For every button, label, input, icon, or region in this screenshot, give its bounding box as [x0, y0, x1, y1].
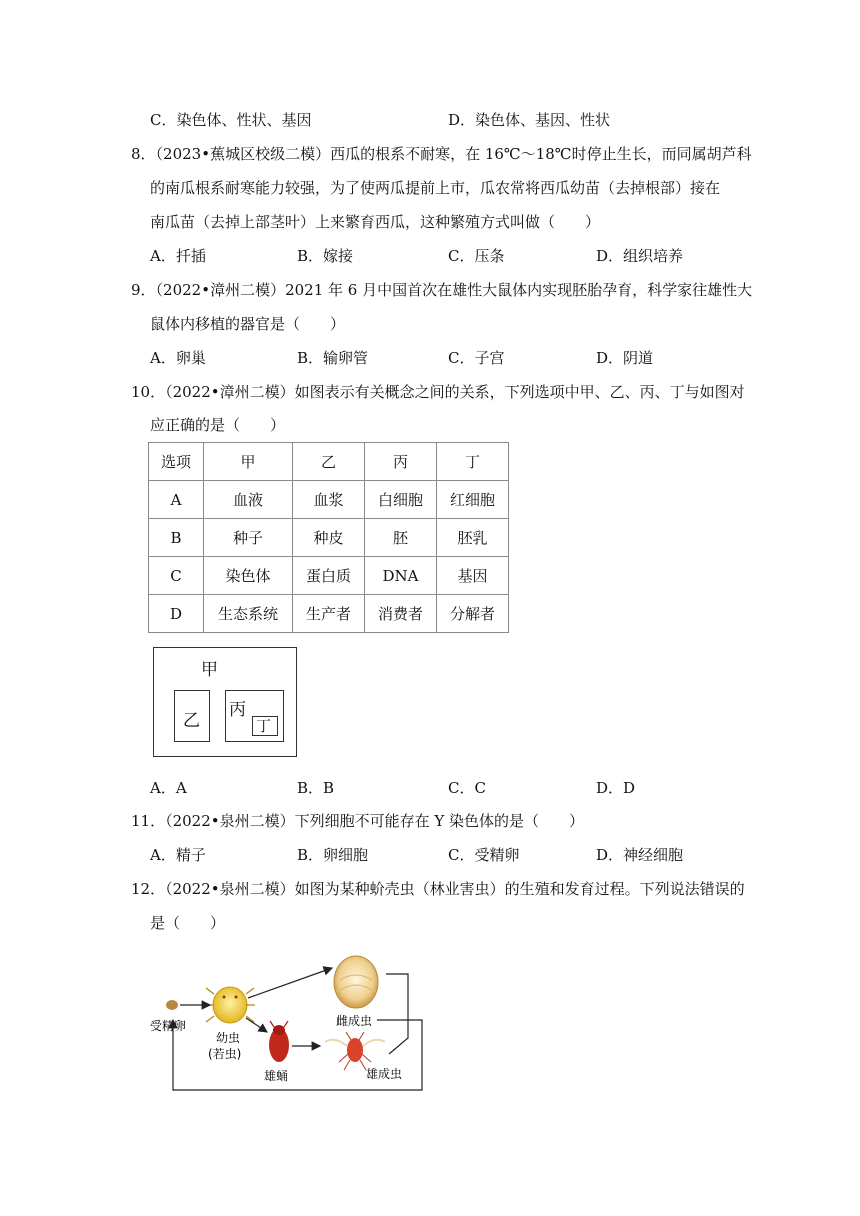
q8-line-1: 8．（2023•蕉城区校级二模）西瓜的根系不耐寒，在 16℃～18℃时停止生长，而同属胡芦科: [131, 145, 752, 163]
table-cell: 血浆: [293, 481, 365, 519]
concept-label-ding: 丁: [256, 717, 272, 735]
q10-option-c: C．C: [448, 779, 486, 797]
q8-line-2: 的南瓜根系耐寒能力较强，为了使两瓜提前上市，瓜农常将西瓜幼苗（去掉根部）接在: [150, 179, 721, 197]
concept-label-jia: 甲: [201, 660, 218, 680]
q8-option-d: D．组织培养: [596, 247, 684, 265]
table-header-row: [149, 443, 509, 481]
table-header-cell: 甲: [204, 443, 293, 481]
q11-option-c: C．受精卵: [448, 846, 520, 864]
label-larva: 幼虫: [216, 1031, 241, 1045]
q8-option-b: B．嫁接: [297, 247, 354, 265]
q8-option-a: A．扦插: [150, 247, 206, 265]
table-cell: 胚乳: [437, 519, 509, 557]
label-egg: 受精卵: [150, 1019, 187, 1033]
table-row: [149, 481, 509, 519]
q12-line-1: 12．（2022•泉州二模）如图为某种蚧壳虫（林业害虫）的生殖和发育过程。下列说法错误的: [131, 880, 745, 898]
label-male-adult: 雄成虫: [366, 1067, 403, 1081]
table-cell: C: [149, 557, 204, 595]
q12-line-2: 是（ ）: [150, 914, 226, 932]
label-nymph: (若虫): [208, 1047, 242, 1061]
table-header-cell: 选项: [149, 443, 204, 481]
male-pupa-icon: [269, 1021, 289, 1062]
q9-option-a: A．卵巢: [150, 349, 206, 367]
male-adult-icon: [325, 1032, 385, 1070]
q11-option-d: D．神经细胞: [596, 846, 684, 864]
table-cell: 种子: [204, 519, 293, 557]
table-cell: 消费者: [365, 595, 437, 633]
table-cell: DNA: [365, 557, 437, 595]
table-cell: 白细胞: [365, 481, 437, 519]
q9-option-d: D．阴道: [596, 349, 654, 367]
arrow-larva-to-female: [248, 968, 332, 998]
table-cell: 分解者: [437, 595, 509, 633]
q10-line-2: 应正确的是（ ）: [150, 416, 286, 434]
q11-line-1: 11．（2022•泉州二模）下列细胞不可能存在 Y 染色体的是（ ）: [131, 812, 585, 830]
q10-option-b: B．B: [297, 779, 335, 797]
table-cell: 生态系统: [204, 595, 293, 633]
q10-line-1: 10．（2022•漳州二模）如图表示有关概念之间的关系，下列选项中甲、乙、丙、丁与如图对: [131, 383, 745, 401]
larva-icon: [205, 987, 255, 1023]
scale-insect-lifecycle-figure: [140, 950, 440, 1100]
q7-option-c: C．染色体、性状、基因: [150, 111, 312, 129]
connector-female-to-male: [386, 974, 408, 1054]
q10-options-table: [148, 442, 509, 633]
concept-label-yi: 乙: [183, 711, 200, 731]
q7-option-d: D．染色体、基因、性状: [448, 111, 611, 129]
q10-option-a: A．A: [150, 779, 187, 797]
q9-option-c: C．子宫: [448, 349, 505, 367]
table-cell: 种皮: [293, 519, 365, 557]
table-row: [149, 519, 509, 557]
q9-option-b: B．输卵管: [297, 349, 369, 367]
q8-option-c: C．压条: [448, 247, 505, 265]
table-cell: A: [149, 481, 204, 519]
q9-line-2: 鼠体内移植的器官是（ ）: [150, 315, 346, 333]
table-header-cell: 丙: [365, 443, 437, 481]
table-header-cell: 丁: [437, 443, 509, 481]
table-cell: 基因: [437, 557, 509, 595]
table-header-cell: 乙: [293, 443, 365, 481]
q11-option-a: A．精子: [150, 846, 206, 864]
table-row: [149, 595, 509, 633]
table-cell: B: [149, 519, 204, 557]
table-cell: D: [149, 595, 204, 633]
table-cell: 生产者: [293, 595, 365, 633]
table-cell: 蛋白质: [293, 557, 365, 595]
table-row: [149, 557, 509, 595]
table-cell: 胚: [365, 519, 437, 557]
table-cell: 血液: [204, 481, 293, 519]
q11-option-b: B．卵细胞: [297, 846, 369, 864]
concept-label-bing: 丙: [229, 700, 246, 720]
label-male-pupa: 雄蛹: [264, 1069, 289, 1083]
label-female-adult: 雌成虫: [336, 1014, 373, 1028]
egg-icon: [166, 1000, 178, 1010]
q8-line-3: 南瓜苗（去掉上部茎叶）上来繁育西瓜，这种繁殖方式叫做（ ）: [150, 213, 601, 231]
arrow-larva-to-pupa: [246, 1018, 267, 1032]
q9-line-1: 9．（2022•漳州二模）2021 年 6 月中国首次在雄性大鼠体内实现胚胎孕育，科学家往雄性大: [131, 281, 753, 299]
table-cell: 红细胞: [437, 481, 509, 519]
female-adult-icon: [334, 956, 378, 1008]
table-cell: 染色体: [204, 557, 293, 595]
q10-option-d: D．D: [596, 779, 636, 797]
